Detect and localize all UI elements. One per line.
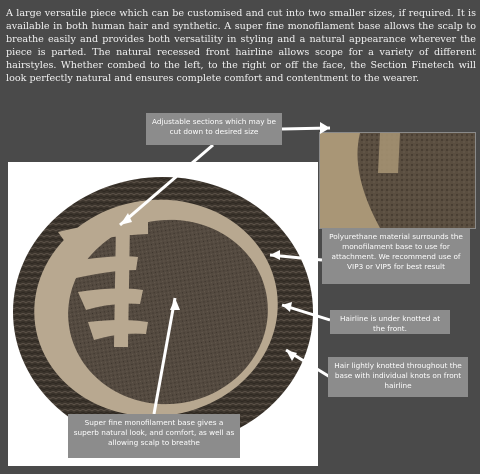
intro-paragraph: A large versatile piece which can be customised and cut into two smaller sizes, if required. It is available in both human hair and synthetic. A super fine monofilament base allows the scalp to breathe easily and provides both versatility in styling and a natural appearance wherever the piece is parted. The natural recessed front hairline allows scope for a variety of different hairstyles. Whether combed to the left, to the right or off the face, the Section Finetech will look perfectly natural and ensures complete comfort and contentment to the wearer. bbox=[6, 8, 476, 84]
callout-hair-knotted: Hair lightly knotted throughout the base with individual knots on front hairline bbox=[328, 357, 468, 397]
callout-polyurethane: Polyurethane material surrounds the monofilament base to use for attachment. We recommend use of VIP3 or VIP5 for best result bbox=[322, 228, 470, 284]
connector-monofilament bbox=[154, 298, 175, 414]
arrow-inset bbox=[320, 122, 330, 134]
callout-monofilament: Super fine monofilament base gives a superb natural look, and comfort, as well as allowing scalp to breathe bbox=[68, 414, 240, 458]
callout-adjustable-sections: Adjustable sections which may be cut down to desired size bbox=[146, 113, 282, 145]
arrow-hair-knotted bbox=[286, 350, 297, 361]
arrow-monofilament bbox=[170, 298, 180, 310]
callout-hairline: Hairline is under knotted at the front. bbox=[330, 310, 450, 334]
connector-adjustable bbox=[120, 145, 213, 225]
arrow-polyurethane bbox=[270, 250, 280, 260]
